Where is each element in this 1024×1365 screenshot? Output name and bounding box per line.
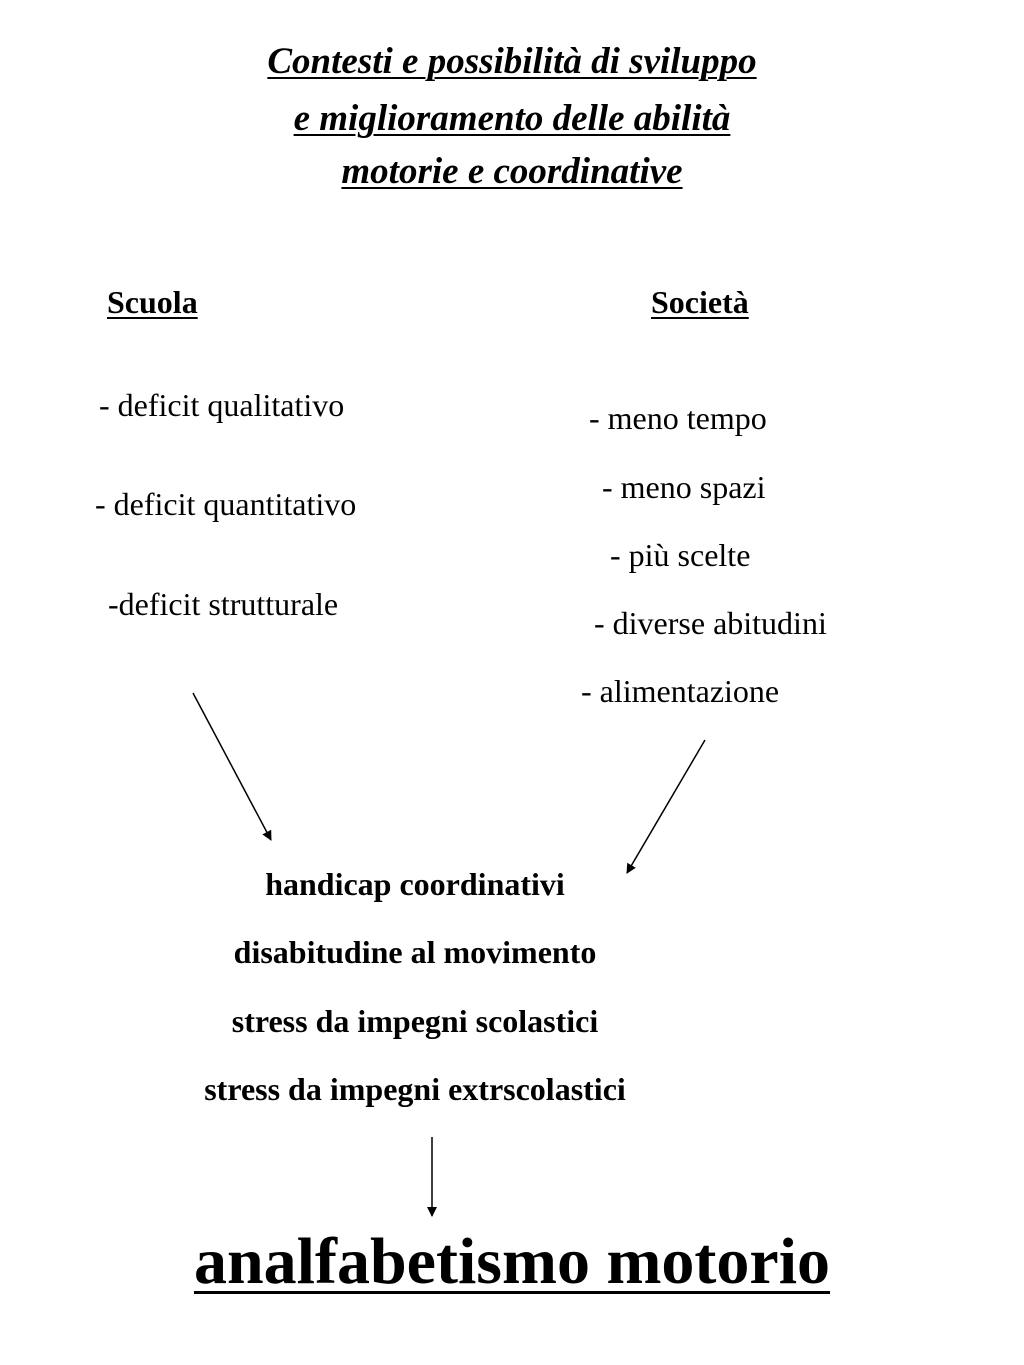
- consequence-3: stress da impegni scolastici: [231, 1003, 599, 1039]
- scuola-item-2: - deficit quantitativo: [95, 486, 357, 522]
- scuola-arrow: [193, 693, 271, 840]
- societa-item-2: - meno spazi: [602, 469, 766, 505]
- societa-heading: Società: [651, 284, 749, 320]
- societa-item-5: - alimentazione: [581, 673, 780, 709]
- scuola-item-1: - deficit qualitativo: [99, 387, 345, 423]
- scuola-item-3: -deficit strutturale: [108, 586, 339, 622]
- consequence-4: stress da impegni extrscolastici: [204, 1071, 626, 1107]
- title-line-3: motorie e coordinative: [341, 151, 683, 192]
- societa-arrow: [627, 740, 705, 873]
- consequence-1: handicap coordinativi: [265, 866, 565, 902]
- societa-item-3: - più scelte: [610, 537, 751, 573]
- scuola-heading: Scuola: [107, 284, 198, 320]
- societa-item-4: - diverse abitudini: [594, 605, 827, 641]
- societa-item-1: - meno tempo: [589, 400, 767, 436]
- result-text: analfabetismo motorio: [193, 1225, 831, 1298]
- title-line-2: e miglioramento delle abilità: [293, 98, 731, 139]
- consequence-2: disabitudine al movimento: [233, 934, 597, 970]
- title-line-1: Contesti e possibilità di sviluppo: [267, 41, 757, 82]
